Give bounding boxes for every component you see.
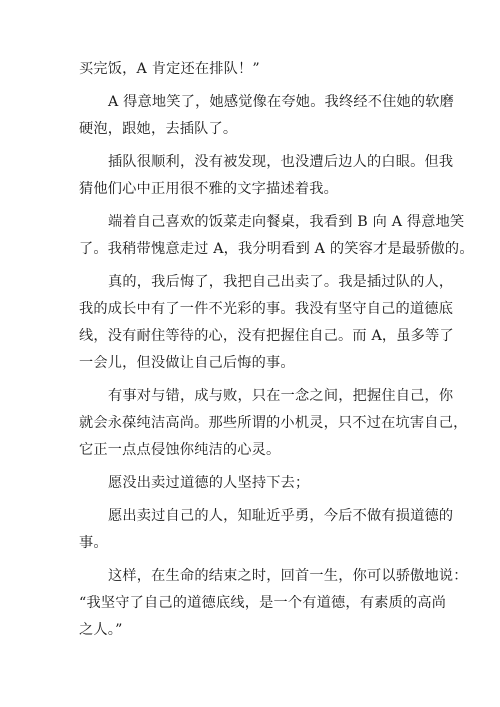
text-line: 愿没出卖过道德的人坚持下去；	[108, 475, 310, 491]
text-line: 这样，在生命的结束之时，回首一生，你可以骄傲地说：	[108, 568, 468, 584]
paragraph-4	[79, 209, 474, 263]
text-line: 了。我稍带愧意走过 A，我分明看到 A 的笑容才是最骄傲的。	[79, 241, 474, 257]
text-line: 买完饭，A 肯定还在排队！”	[79, 61, 260, 77]
paragraph-7	[79, 470, 429, 497]
paragraph-2	[79, 89, 455, 143]
text-line: 我的成长中有了一件不光彩的事。我没有坚守自己的道德底	[79, 301, 454, 317]
text-line: “我坚守了自己的道德底线，是一个有道德，有素质的高尚	[79, 595, 447, 611]
paragraph-5	[79, 269, 454, 377]
text-line: 一会儿，但没做让自己后悔的事。	[79, 355, 295, 371]
text-line: 插队很顺利，没有被发现，也没遭后边人的白眼。但我	[108, 154, 454, 170]
paragraph-3	[79, 149, 454, 203]
text-line: 它正一点点侵蚀你纯洁的心灵。	[79, 442, 281, 458]
text-line: 猜他们心中正用很不雅的文字描述着我。	[79, 181, 338, 197]
text-line: 端着自己喜欢的饭菜走向餐桌，我看到 B 向 A 得意地笑	[108, 214, 465, 230]
text-line: 线，没有耐住等待的心，没有把握住自己。而 A，虽多等了	[79, 328, 454, 344]
text-line: 事。	[79, 535, 108, 551]
text-line: 愿出卖过自己的人，知耻近乎勇，今后不做有损道德的	[108, 508, 454, 524]
text-line: A 得意地笑了，她感觉像在夸她。我终经不住她的软磨	[108, 94, 455, 110]
paragraph-1	[79, 56, 429, 83]
paragraph-6	[79, 383, 468, 464]
paragraph-9	[79, 563, 468, 644]
text-line: 之人。”	[79, 622, 123, 638]
text-line: 真的，我后悔了，我把自己出卖了。我是插过队的人，	[108, 274, 454, 290]
text-line: 硬泡，跟她，去插队了。	[79, 121, 238, 137]
document-body	[79, 56, 474, 650]
text-line: 有事对与错，成与败，只在一念之间，把握住自己，你	[108, 388, 454, 404]
text-line: 就会永葆纯洁高尚。那些所谓的小机灵，只不过在坑害自己，	[79, 415, 468, 431]
paragraph-8	[79, 503, 454, 557]
